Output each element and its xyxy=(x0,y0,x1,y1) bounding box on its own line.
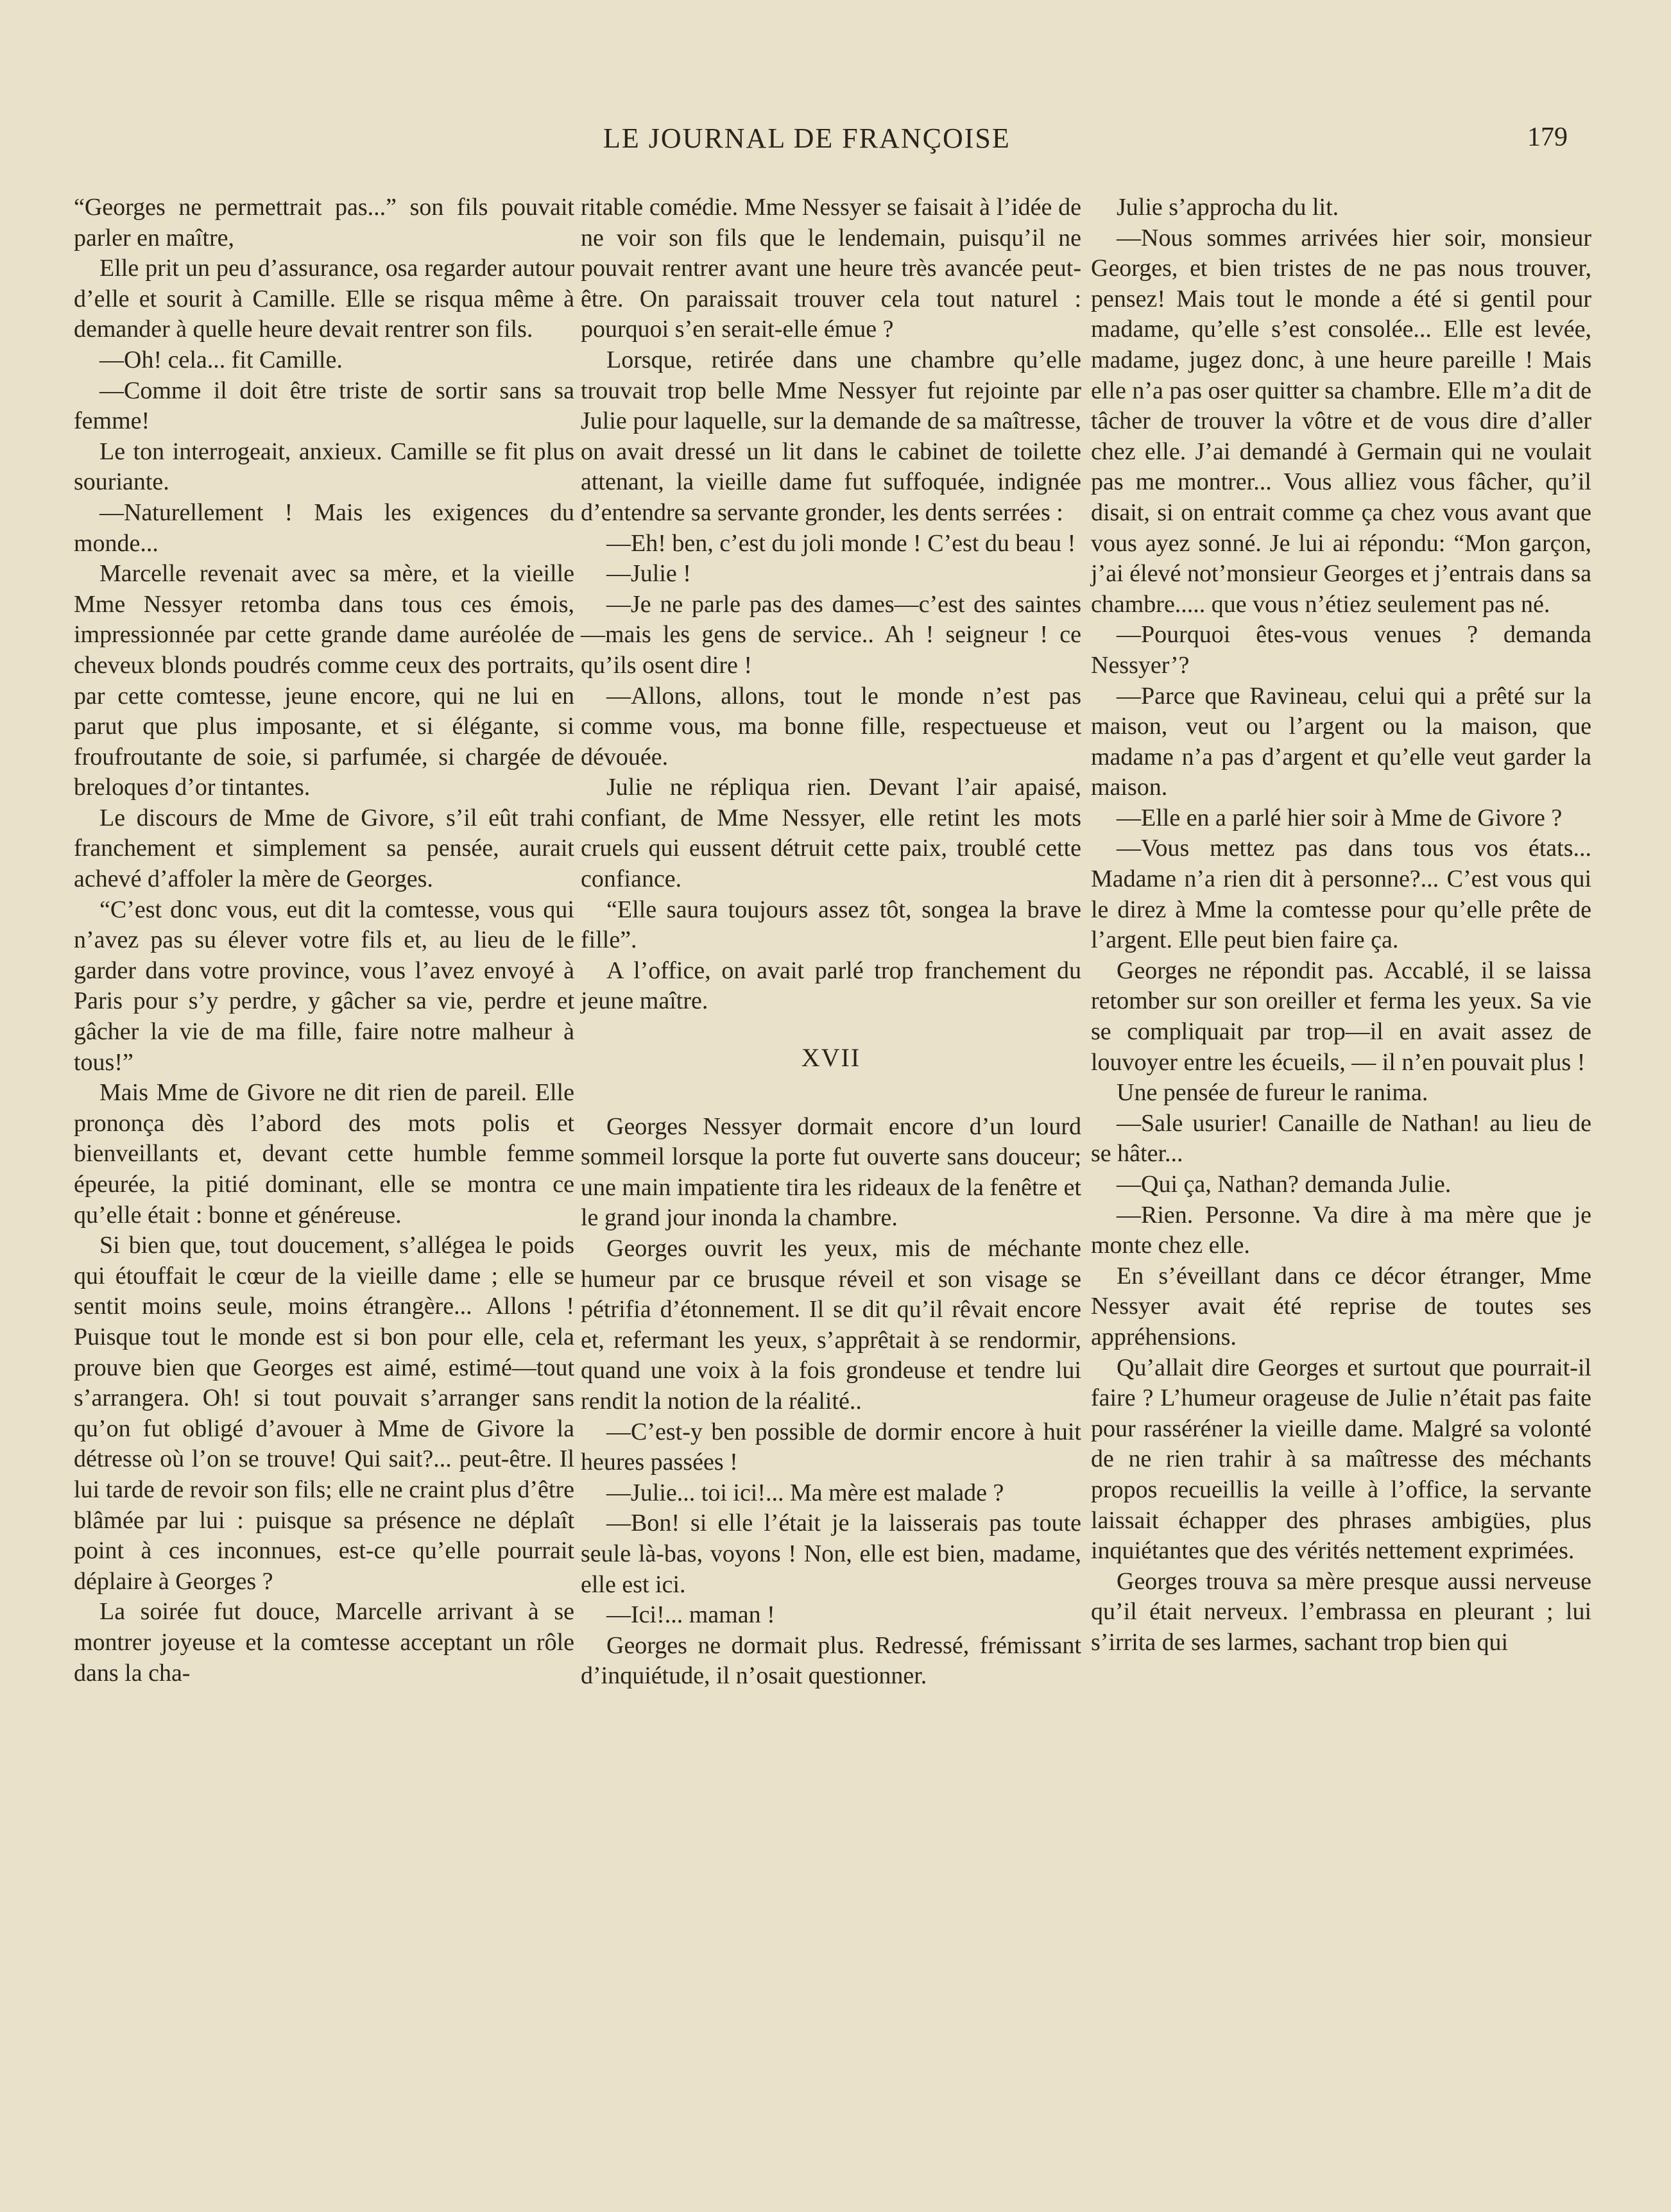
paragraph: Le discours de Mme de Givore, s’il eût trahi franchement et simplement sa pensée, aurait achevé d’affoler la mère de Georges. xyxy=(74,804,574,893)
paragraph: —C’est-y ben possible de dormir encore à huit heures passées ! xyxy=(581,1418,1081,1476)
paragraph: —Qui ça, Nathan? demanda Julie. xyxy=(1117,1171,1452,1198)
paragraph: —Naturellement ! Mais les exigences du monde... xyxy=(74,498,574,557)
paragraph: Lorsque, retirée dans une chambre qu’elle trouvait trop belle Mme Nessyer fut rejointe par Julie pour laquelle, sur la demande de sa maîtresse, on avait dressé un lit dans le cabinet de toilette attenant, la vieille dame fut suffoquée, indignée d’entendre sa servante gronder, les dents serrées : xyxy=(581,346,1081,526)
paragraph: “C’est donc vous, eut dit la comtesse, vous qui n’avez pas su élever votre fils et, au lieu de le garder dans votre province, vous l’avez envoyé à Paris pour s’y perdre, y gâcher sa vie, perdre et gâcher la vie de ma fille, faire notre malheur à tous!” xyxy=(74,896,574,1076)
paragraph: —Rien. Personne. Va dire à ma mère que je monte chez elle. xyxy=(1091,1201,1591,1259)
paragraph: —Allons, allons, tout le monde n’est pas comme vous, ma bonne fille, respectueuse et dévouée. xyxy=(581,682,1081,770)
paragraph: Georges ne dormait plus. Redressé, frémissant d’inquiétude, il n’osait questionner. xyxy=(581,1631,1081,1690)
paragraph: Georges ouvrit les yeux, mis de méchante humeur par ce brusque réveil et son visage se pétrifia d’étonnement. Il se dit qu’il rêvait encore et, refermant les yeux, s’apprêtait à se rendormir, quand une voix à la fois grondeuse et tendre lui rendit la notion de la réalité.. xyxy=(581,1235,1081,1415)
text-column-3 xyxy=(1091,192,1591,1658)
page-number: 179 xyxy=(1527,123,1568,152)
paragraph: —Comme il doit être triste de sortir sans sa femme! xyxy=(74,377,574,435)
journal-title: LE JOURNAL DE FRANÇOISE xyxy=(603,123,1011,154)
paragraph: —Je ne parle pas des dames—c’est des saintes—mais les gens de service.. Ah ! seigneur ! ce qu’ils osent dire ! xyxy=(581,590,1081,679)
paragraph: —Julie ! xyxy=(606,560,691,588)
paragraph: Georges trouva sa mère presque aussi nerveuse qu’il était nerveux. l’embrassa en pleurant ; lui s’irrita de ses larmes, sachant trop bien qui xyxy=(1091,1567,1591,1656)
paragraph: —Bon! si elle l’était je la laisserais pas toute seule là-bas, voyons ! Non, elle est bien, madame, elle est ici. xyxy=(581,1510,1081,1598)
paragraph: —Pourquoi êtes-vous venues ? demanda Nessyer’? xyxy=(1091,621,1591,679)
chapter-heading: XVII xyxy=(801,1043,861,1073)
paragraph: A l’office, on avait parlé trop franchement du jeune maître. xyxy=(581,957,1081,1015)
paragraph: “Georges ne permettrait pas...” son fils pouvait parler en maître, xyxy=(74,194,574,251)
paragraph: —Julie... toi ici!... Ma mère est malade ? xyxy=(606,1479,1004,1506)
paragraph: Julie s’approcha du lit. xyxy=(1117,194,1339,221)
paragraph: Julie ne répliqua rien. Devant l’air apaisé, confiant, de Mme Nessyer, elle retint les mots cruels qui eussent détruit cette paix, troublé cette confiance. xyxy=(581,774,1081,893)
paragraph: Marcelle revenait avec sa mère, et la vieille Mme Nessyer retomba dans tous ces émois, impressionnée par cette grande dame auréolée de cheveux blonds poudrés comme ceux des portraits, par cette comtesse, jeune encore, qui ne lui en parut que plus imposante, et si élégante, si froufroutante de soie, si parfumée, si chargée de breloques d’or tintantes. xyxy=(74,560,574,801)
paragraph: —Ici!... maman ! xyxy=(606,1601,775,1629)
text-column-2 xyxy=(581,192,1081,1692)
paragraph: —Sale usurier! Canaille de Nathan! au lieu de se hâter... xyxy=(1091,1109,1591,1168)
paragraph: La soirée fut douce, Marcelle arrivant à se montrer joyeuse et la comtesse acceptant un rôle dans la cha- xyxy=(74,1598,574,1687)
paragraph: —Eh! ben, c’est du joli monde ! C’est du beau ! xyxy=(606,529,1076,557)
text-column-1 xyxy=(74,192,574,1689)
paragraph: —Elle en a parlé hier soir à Mme de Givore ? xyxy=(1117,804,1563,831)
paragraph: Si bien que, tout doucement, s’allégea le poids qui étouffait le cœur de la vieille dame ; elle se sentit moins seule, moins étrangère... Allons ! Puisque tout le monde est si bon pour elle, cela prouve bien que Georges est aimé, estimé—tout s’arrangera. Oh! si tout pouvait s’arranger sans qu’on fut obligé d’avouer à Mme de Givore la détresse où l’on se trouve! Qui sait?... peut-être. Il lui tarde de revoir son fils; elle ne craint plus d’être blâmée par lui : puisque sa présence ne déplaît point à ces inconnues, est-ce qu’elle pourrait déplaire à Georges ? xyxy=(74,1232,574,1595)
paragraph: ritable comédie. Mme Nessyer se faisait à l’idée de ne voir son fils que le lendemain, puisqu’il ne pouvait rentrer avant une heure très avancée peut-être. On paraissait trouver cela tout naturel : pourquoi s’en serait-elle émue ? xyxy=(581,194,1081,343)
paragraph: Georges Nessyer dormait encore d’un lourd sommeil lorsque la porte fut ouverte sans douceur; une main impatiente tira les rideaux de la fenêtre et le grand jour inonda la chambre. xyxy=(581,1112,1081,1232)
paragraph: —Vous mettez pas dans tous vos états... Madame n’a rien dit à personne?... C’est vous qui le direz à Mme la comtesse pour qu’elle prête de l’argent. Elle peut bien faire ça. xyxy=(1091,835,1591,954)
paragraph: Une pensée de fureur le ranima. xyxy=(1117,1079,1428,1107)
paragraph: Mais Mme de Givore ne dit rien de pareil. Elle prononça dès l’abord des mots polis et bienveillants et, devant cette humble femme épeurée, la pitié dominant, elle se montra ce qu’elle était : bonne et généreuse. xyxy=(74,1079,574,1229)
paragraph: Elle prit un peu d’assurance, osa regarder autour d’elle et sourit à Camille. Elle se risqua même à demander à quelle heure devait rentrer son fils. xyxy=(74,255,574,343)
paragraph: —Nous sommes arrivées hier soir, monsieur Georges, et bien tristes de ne pas nous trouver, pensez! Mais tout le monde a été si gentil pour madame, qu’elle s’est consolée... Elle est levée, madame, jugez donc, à une heure pareille ! Mais elle n’a pas oser quitter sa chambre. Elle m’a dit de tâcher de trouver la vôtre et de vous dire d’aller chez elle. J’ai demandé à Germain qui ne voulait pas me montrer... Vous alliez vous fâcher, qu’il disait, si on entrait comme ça chez vous avant que vous ayez sonné. Je lui ai répondu: “Mon garçon, j’ai élevé not’monsieur Georges et j’entrais dans sa chambre..... que vous n’étiez seulement pas né. xyxy=(1091,224,1591,618)
paragraph: Qu’allait dire Georges et surtout que pourrait-il faire ? L’humeur orageuse de Julie n’était pas faite pour rasséréner la vieille dame. Malgré sa volonté de ne rien trahir à sa maîtresse des méchants propos recueillis la veille à l’office, la servante laissait échapper des phrases ambigües, plus inquiétantes que des vérités nettement exprimées. xyxy=(1091,1354,1591,1565)
running-header xyxy=(578,122,1671,160)
paragraph: Le ton interrogeait, anxieux. Camille se fit plus souriante. xyxy=(74,438,574,496)
paragraph: Georges ne répondit pas. Accablé, il se laissa retomber sur son oreiller et ferma les yeux. Sa vie se compliquait par trop—il en avait assez de louvoyer entre les écueils, — il n’en pouvait plus ! xyxy=(1091,957,1591,1076)
paragraph: —Parce que Ravineau, celui qui a prêté sur la maison, veut ou l’argent ou la maison, que madame n’a pas d’argent et qu’elle veut garder la maison. xyxy=(1091,682,1591,801)
paragraph: —Oh! cela... fit Camille. xyxy=(99,346,343,373)
paragraph: En s’éveillant dans ce décor étranger, Mme Nessyer avait été reprise de toutes ses appréhensions. xyxy=(1091,1262,1591,1350)
paragraph: “Elle saura toujours assez tôt, songea la brave fille”. xyxy=(581,896,1081,954)
